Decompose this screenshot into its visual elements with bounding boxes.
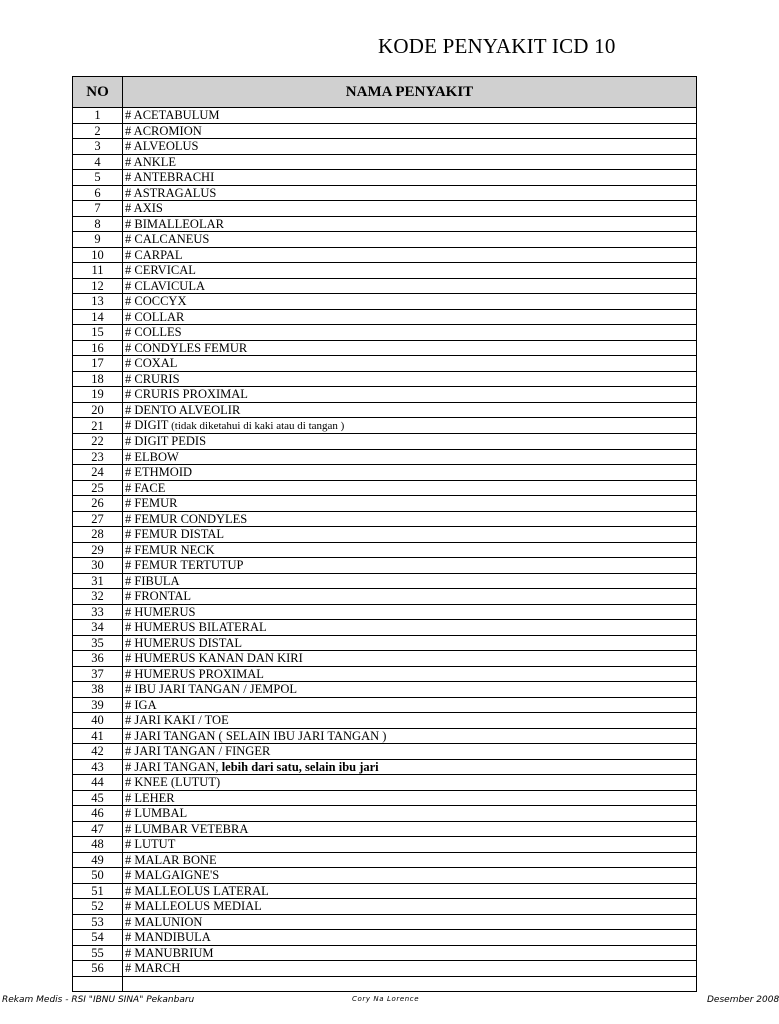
disease-name-cell [123, 294, 697, 310]
row-number: 42 [73, 744, 123, 760]
table-row [73, 216, 697, 232]
disease-name: # COCCYX [125, 294, 187, 309]
table-row [73, 449, 697, 465]
disease-name: # FEMUR [125, 496, 178, 511]
disease-name: # LUMBAR VETEBRA [125, 821, 249, 836]
disease-name-cell [123, 775, 697, 791]
disease-name-cell [123, 976, 697, 992]
row-number: 31 [73, 573, 123, 589]
disease-name: # ANTEBRACHI [125, 170, 215, 185]
table-body [73, 108, 697, 992]
row-number: 3 [73, 139, 123, 155]
row-number: 21 [73, 418, 123, 434]
table-row [73, 930, 697, 946]
table-row [73, 511, 697, 527]
table-row [73, 542, 697, 558]
disease-name: # CONDYLES FEMUR [125, 340, 248, 355]
disease-name: # FACE [125, 480, 166, 495]
disease-name: # MALAR BONE [125, 852, 217, 867]
table-row [73, 170, 697, 186]
table-row [73, 883, 697, 899]
table-row [73, 263, 697, 279]
disease-name-cell [123, 573, 697, 589]
disease-name-cell [123, 480, 697, 496]
disease-name: # ALVEOLUS [125, 139, 199, 154]
row-number: 1 [73, 108, 123, 124]
table-row [73, 465, 697, 481]
disease-name: # MALLEOLUS LATERAL [125, 883, 269, 898]
disease-name: # LEHER [125, 790, 175, 805]
footer-date: Desember 2008 [707, 995, 779, 1005]
disease-name-cell [123, 387, 697, 403]
disease-name-cell [123, 790, 697, 806]
disease-name-cell [123, 744, 697, 760]
disease-name-cell [123, 837, 697, 853]
disease-name-cell [123, 278, 697, 294]
disease-name-cell [123, 247, 697, 263]
disease-name: # MALGAIGNE'S [125, 868, 220, 883]
table-row [73, 651, 697, 667]
row-number: 43 [73, 759, 123, 775]
row-number: 16 [73, 340, 123, 356]
disease-name: # MANDIBULA [125, 930, 211, 945]
disease-name-cell [123, 806, 697, 822]
row-number: 4 [73, 154, 123, 170]
row-number: 35 [73, 635, 123, 651]
row-number: 28 [73, 527, 123, 543]
disease-name-cell [123, 449, 697, 465]
row-number: 47 [73, 821, 123, 837]
disease-name: # MALLEOLUS MEDIAL [125, 899, 262, 914]
disease-name: # IGA [125, 697, 157, 712]
disease-name: # JARI KAKI / TOE [125, 713, 229, 728]
disease-name-cell [123, 263, 697, 279]
disease-name: # COLLAR [125, 309, 185, 324]
disease-name-cell [123, 666, 697, 682]
table-row [73, 852, 697, 868]
table-row [73, 945, 697, 961]
table-row [73, 589, 697, 605]
disease-name-cell [123, 589, 697, 605]
disease-name-cell [123, 961, 697, 977]
page-title: KODE PENYAKIT ICD 10 [378, 34, 616, 58]
disease-name-cell [123, 154, 697, 170]
table-row [73, 806, 697, 822]
table-row [73, 496, 697, 512]
disease-name-cell [123, 108, 697, 124]
disease-name-cell [123, 340, 697, 356]
row-number: 50 [73, 868, 123, 884]
row-number: 49 [73, 852, 123, 868]
disease-name: # MARCH [125, 961, 181, 976]
disease-name: # ANKLE [125, 154, 177, 169]
table-row [73, 418, 697, 434]
table-row [73, 434, 697, 450]
disease-name: # ACROMION [125, 123, 202, 138]
row-number: 17 [73, 356, 123, 372]
disease-name: # COLLES [125, 325, 182, 340]
disease-name: # HUMERUS BILATERAL [125, 620, 267, 635]
row-number: 33 [73, 604, 123, 620]
row-number: 20 [73, 402, 123, 418]
row-number: 30 [73, 558, 123, 574]
disease-name-cell [123, 527, 697, 543]
table-row [73, 868, 697, 884]
table-row [73, 728, 697, 744]
row-number: 32 [73, 589, 123, 605]
table-row [73, 713, 697, 729]
row-number: 14 [73, 309, 123, 325]
table-row [73, 635, 697, 651]
row-number: 27 [73, 511, 123, 527]
disease-name: # FIBULA [125, 573, 180, 588]
disease-name-cell [123, 325, 697, 341]
table-header [73, 77, 697, 108]
row-number: 53 [73, 914, 123, 930]
disease-name: # FRONTAL [125, 589, 192, 604]
table-row [73, 914, 697, 930]
disease-name: # HUMERUS DISTAL [125, 635, 243, 650]
disease-name: # ACETABULUM [125, 108, 220, 123]
disease-name: # FEMUR DISTAL [125, 527, 225, 542]
disease-name: # HUMERUS [125, 604, 196, 619]
disease-name: # COXAL [125, 356, 178, 371]
table-row [73, 387, 697, 403]
disease-name: # HUMERUS PROXIMAL [125, 666, 264, 681]
disease-name-cell [123, 511, 697, 527]
disease-name-cell [123, 170, 697, 186]
disease-name-cell [123, 852, 697, 868]
disease-name-cell [123, 371, 697, 387]
table-row [73, 154, 697, 170]
disease-name-cell [123, 139, 697, 155]
disease-name-cell [123, 728, 697, 744]
disease-name: # CALCANEUS [125, 232, 210, 247]
disease-name-cell [123, 434, 697, 450]
table-row [73, 899, 697, 915]
table-row [73, 356, 697, 372]
table-row [73, 744, 697, 760]
row-number: 19 [73, 387, 123, 403]
disease-name: # CRURIS PROXIMAL [125, 387, 248, 402]
table-row [73, 527, 697, 543]
disease-note-bold: lebih dari satu, selain ibu jari [218, 759, 379, 774]
disease-name-cell [123, 232, 697, 248]
row-number [73, 976, 123, 992]
disease-name-cell [123, 713, 697, 729]
disease-code-table-container [72, 76, 696, 992]
disease-name: # CARPAL [125, 247, 183, 262]
disease-name: # AXIS [125, 201, 163, 216]
row-number: 2 [73, 123, 123, 139]
table-row [73, 232, 697, 248]
disease-name: # JARI TANGAN ( SELAIN IBU JARI TANGAN ) [125, 728, 387, 743]
table-row [73, 201, 697, 217]
disease-name-cell [123, 759, 697, 775]
disease-name-cell [123, 899, 697, 915]
row-number: 40 [73, 713, 123, 729]
row-number: 23 [73, 449, 123, 465]
table-row [73, 278, 697, 294]
row-number: 29 [73, 542, 123, 558]
disease-name: # CERVICAL [125, 263, 196, 278]
disease-name: # ELBOW [125, 449, 179, 464]
disease-name: # JARI TANGAN, [125, 759, 219, 774]
row-number: 34 [73, 620, 123, 636]
footer-institution: Rekam Medis - RSI "IBNU SINA" Pekanbaru [2, 995, 195, 1005]
disease-name: # CRURIS [125, 371, 180, 386]
row-number: 37 [73, 666, 123, 682]
disease-name-cell [123, 883, 697, 899]
disease-name: # DENTO ALVEOLIR [125, 402, 241, 417]
row-number: 26 [73, 496, 123, 512]
disease-name-cell [123, 868, 697, 884]
row-number: 25 [73, 480, 123, 496]
disease-name: # DIGIT PEDIS [125, 434, 207, 449]
row-number: 41 [73, 728, 123, 744]
row-number: 45 [73, 790, 123, 806]
disease-name-cell [123, 185, 697, 201]
row-number: 46 [73, 806, 123, 822]
disease-name: # ASTRAGALUS [125, 185, 217, 200]
row-number: 15 [73, 325, 123, 341]
row-number: 12 [73, 278, 123, 294]
row-number: 39 [73, 697, 123, 713]
table-row [73, 837, 697, 853]
table-row [73, 573, 697, 589]
table-header-row [73, 77, 697, 108]
row-number: 7 [73, 201, 123, 217]
disease-name-cell [123, 465, 697, 481]
disease-name-cell [123, 620, 697, 636]
table-row [73, 185, 697, 201]
row-number: 44 [73, 775, 123, 791]
disease-name-cell [123, 123, 697, 139]
disease-code-table [72, 76, 697, 992]
row-number: 54 [73, 930, 123, 946]
disease-name: # MANUBRIUM [125, 945, 214, 960]
table-row [73, 480, 697, 496]
table-row [73, 340, 697, 356]
column-header-no: NO [73, 77, 123, 108]
disease-name-cell [123, 558, 697, 574]
table-row [73, 139, 697, 155]
disease-name-cell [123, 356, 697, 372]
disease-name-cell [123, 216, 697, 232]
disease-name: # IBU JARI TANGAN / JEMPOL [125, 682, 298, 697]
column-header-name: NAMA PENYAKIT [123, 77, 697, 108]
row-number: 6 [73, 185, 123, 201]
disease-name: # CLAVICULA [125, 278, 205, 293]
table-row [73, 123, 697, 139]
disease-name: # MALUNION [125, 914, 203, 929]
disease-note: (tidak diketahui di kaki atau di tangan ) [168, 420, 345, 432]
table-row [73, 604, 697, 620]
disease-name: # FEMUR NECK [125, 542, 215, 557]
disease-name: # DIGIT [125, 418, 169, 432]
disease-name-cell [123, 821, 697, 837]
footer-author: Cory Na Lorence [352, 995, 420, 1003]
table-row [73, 108, 697, 124]
disease-name-cell [123, 604, 697, 620]
table-row [73, 402, 697, 418]
table-row [73, 666, 697, 682]
table-row [73, 558, 697, 574]
row-number: 8 [73, 216, 123, 232]
table-row [73, 620, 697, 636]
row-number: 56 [73, 961, 123, 977]
disease-name-cell [123, 635, 697, 651]
row-number: 18 [73, 371, 123, 387]
disease-name: # BIMALLEOLAR [125, 216, 224, 231]
disease-name-cell [123, 651, 697, 667]
table-row [73, 821, 697, 837]
table-row [73, 294, 697, 310]
row-number: 24 [73, 465, 123, 481]
row-number: 10 [73, 247, 123, 263]
disease-name: # JARI TANGAN / FINGER [125, 744, 271, 759]
disease-name: # KNEE (LUTUT) [125, 775, 221, 790]
disease-name: # FEMUR CONDYLES [125, 511, 248, 526]
disease-name: # FEMUR TERTUTUP [125, 558, 244, 573]
table-row [73, 371, 697, 387]
disease-name: # LUMBAL [125, 806, 188, 821]
table-row [73, 309, 697, 325]
table-row [73, 961, 697, 977]
table-row [73, 697, 697, 713]
row-number: 52 [73, 899, 123, 915]
disease-name-cell [123, 697, 697, 713]
table-row [73, 759, 697, 775]
row-number: 51 [73, 883, 123, 899]
disease-name: # LUTUT [125, 837, 176, 852]
table-row [73, 775, 697, 791]
disease-name-cell [123, 201, 697, 217]
row-number: 11 [73, 263, 123, 279]
disease-name: # ETHMOID [125, 465, 193, 480]
table-row [73, 325, 697, 341]
table-row [73, 976, 697, 992]
disease-name-cell [123, 930, 697, 946]
disease-name-cell [123, 542, 697, 558]
row-number: 38 [73, 682, 123, 698]
row-number: 36 [73, 651, 123, 667]
disease-name-cell [123, 418, 697, 434]
row-number: 9 [73, 232, 123, 248]
table-row [73, 682, 697, 698]
row-number: 48 [73, 837, 123, 853]
row-number: 22 [73, 434, 123, 450]
table-row [73, 247, 697, 263]
disease-name-cell [123, 914, 697, 930]
row-number: 55 [73, 945, 123, 961]
disease-name: # HUMERUS KANAN DAN KIRI [125, 651, 303, 666]
disease-name-cell [123, 682, 697, 698]
disease-name-cell [123, 309, 697, 325]
row-number: 5 [73, 170, 123, 186]
disease-name-cell [123, 496, 697, 512]
row-number: 13 [73, 294, 123, 310]
table-row [73, 790, 697, 806]
disease-name-cell [123, 402, 697, 418]
disease-name-cell [123, 945, 697, 961]
